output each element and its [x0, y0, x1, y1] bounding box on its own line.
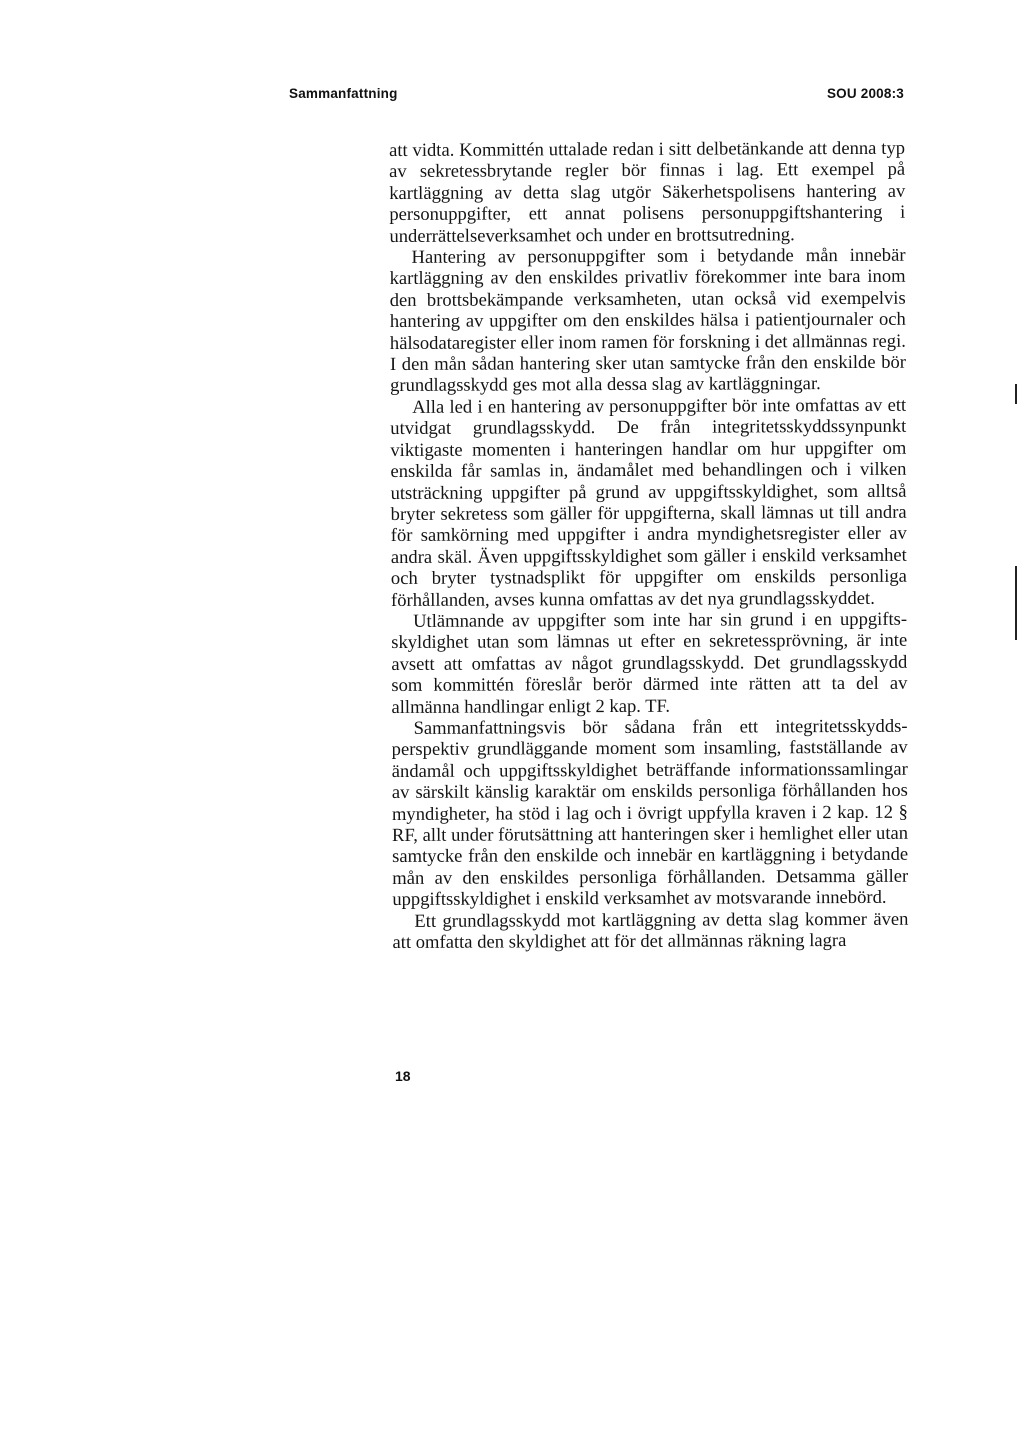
paragraph: Alla led i en hantering av personuppgifter bör inte omfattas av ett utvidgat grundlagsskydd. De från integritetsskyddssynpunkt viktigaste momenten i hanteringen handlar om hur uppgifter om enskilda får samlas in, ändamålet med behandlingen och i vilken utsträckning uppgifter på grund av uppgiftsskyldighet, som alltså bryter sekretess som gäller för uppgifterna, skall lämnas ut till andra för samkörning med uppgifter i andra myndighetsregister eller av andra skäl. Även uppgiftsskyldighet som gäller i enskild verksamhet och bryter tystnadsplikt för uppgifter om enskilds personliga förhållanden, avses kunna omfattas av det nya grundlagsskyddet.: [390, 394, 907, 611]
margin-change-bar: [1015, 566, 1017, 640]
section-title: Sammanfattning: [289, 86, 398, 101]
paragraph: Hantering av personuppgifter som i betydande mån innebär kartläggning av den enskildes privatliv förekommer inte bara inom den brottsbekämpande verksamheten, utan också vid exempelvis hantering av uppgifter om den enskildes hälsa i patientjournaler och hälsodataregister eller inom ramen för forskning i det allmännas regi. I den mån sådan hantering sker utan samtycke från den enskilde bör grundlagsskydd ges mot alla dessa slag av kartläggningar.: [389, 244, 907, 397]
margin-change-bar: [1015, 384, 1017, 404]
document-id: SOU 2008:3: [826, 86, 904, 101]
paragraph: att vidta. Kommittén uttalade redan i sitt delbetänkande att denna typ av sekretessbrytande regler bör finnas i lag. Ett exempel på kartläggning av detta slag utgör Säkerhetspolisens hantering av personuppgifter, ett annat polisens personuppgiftshantering i underrättelseverksamhet och under en brottsutredning.: [389, 137, 906, 247]
page-number: 18: [395, 1068, 411, 1084]
body-text: [389, 138, 909, 954]
paragraph: Sammanfattningsvis bör sådana från ett integritetsskyddsperspektiv grundläggande moment som insamling, fastställande av ändamål och uppgiftsskyldighet beträffande informationssamlingar av särskilt känslig karaktär om enskilds personliga förhållanden hos myndigheter, ha stöd i lag och i övrigt uppfylla kraven i 2 kap. 12 § RF, allt under förutsättning att hanteringen sker i hemlighet eller utan samtycke från den enskilde och innebär en kartläggning i betydande mån av den enskildes personliga förhållanden. Detsamma gäller uppgiftsskyldighet i enskild verksamhet av motsvarande innebörd.: [391, 715, 909, 911]
running-header: [289, 86, 904, 110]
paragraph: Utlämnande av uppgifter som inte har sin grund i en uppgiftsskyldighet utan som lämnas ut efter en sekretessprövning, är inte avsett att omfattas av något grundlagsskydd. Det grundlagsskydd som kommittén föreslår berör därmed inte rätten att ta del av allmänna handlingar enligt 2 kap. TF.: [391, 608, 908, 718]
paragraph: Ett grundlagsskydd mot kartläggning av detta slag kommer även att omfatta den skyldighet att för det allmännas räkning lagra: [392, 908, 909, 954]
